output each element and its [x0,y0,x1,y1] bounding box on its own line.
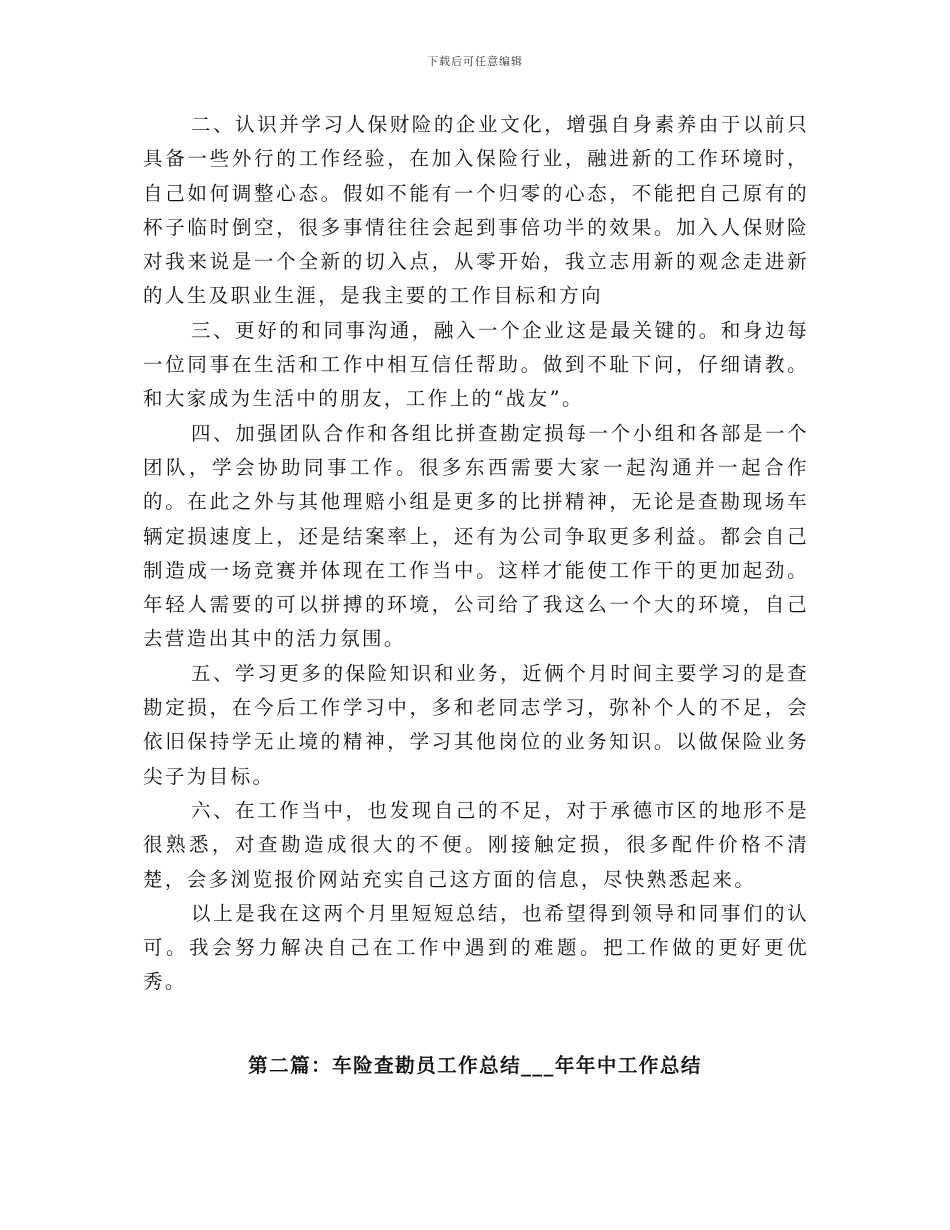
paragraph-section-6: 六、在工作当中，也发现自己的不足，对于承德市区的地形不是很熟悉，对查勘造成很大的不便。刚接触定损，很多配件价格不清楚，会多浏览报价网站充实自己这方面的信息，尽快熟悉起来。 [143,798,809,891]
paragraph-section-3: 三、更好的和同事沟通，融入一个企业这是最关键的。和身边每一位同事在生活和工作中相互信任帮助。做到不耻下问，仔细请教。和大家成为生活中的朋友，工作上的“战友”。 [143,318,809,411]
document-body [143,108,809,1000]
paragraph-conclusion: 以上是我在这两个月里短短总结，也希望得到领导和同事们的认可。我会努力解决自己在工作中遇到的难题。把工作做的更好更优秀。 [143,901,809,994]
section-title: 第二篇：车险查勘员工作总结___年年中工作总结 [248,1054,702,1077]
page-header: 下载后可任意编辑 [427,55,523,68]
paragraph-section-5: 五、学习更多的保险知识和业务，近俩个月时间主要学习的是查勘定损，在今后工作学习中，多和老同志学习，弥补个人的不足，会依旧保持学无止境的精神，学习其他岗位的业务知识。以做保险业务尖子为目标。 [143,661,809,788]
paragraph-section-2: 二、认识并学习人保财险的企业文化，增强自身素养由于以前只具备一些外行的工作经验，在加入保险行业，融进新的工作环境时，自己如何调整心态。假如不能有一个归零的心态，不能把自己原有的杯子临时倒空，很多事情往往会起到事倍功半的效果。加入人保财险对我来说是一个全新的切入点，从零开始，我立志用新的观念走进新的人生及职业生涯，是我主要的工作目标和方向 [143,113,809,308]
paragraph-section-4: 四、加强团队合作和各组比拼查勘定损每一个小组和各部是一个团队，学会协助同事工作。很多东西需要大家一起沟通并一起合作的。在此之外与其他理赔小组是更多的比拼精神，无论是查勘现场车辆定损速度上，还是结案率上，还有为公司争取更多利益。都会自己制造成一场竞赛并体现在工作当中。这样才能使工作干的更加起劲。年轻人需要的可以拼搏的环境，公司给了我这么一个大的环境，自己去营造出其中的活力氛围。 [143,421,809,651]
